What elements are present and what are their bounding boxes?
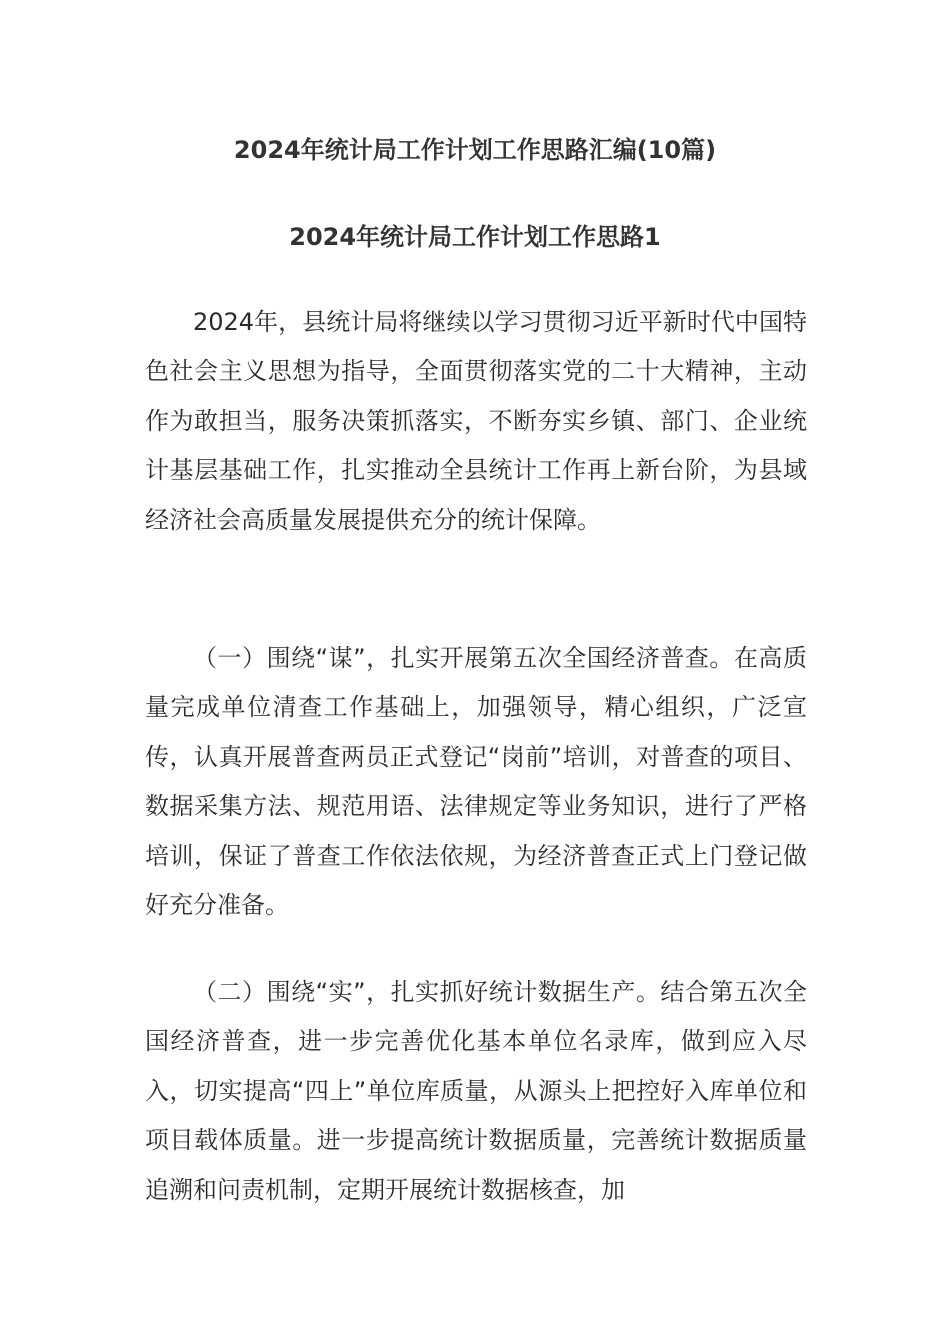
document-title: 2024年统计局工作计划工作思路汇编(10篇): [233, 136, 717, 164]
section-title: 2024年统计局工作计划工作思路1: [289, 223, 661, 251]
paragraph-intro: 2024年，县统计局将继续以学习贯彻习近平新时代中国特色社会主义思想为指导，全面贯彻落实党的二十大精神，主动作为敢担当，服务决策抓落实，不断夯实乡镇、部门、企业统计基层基础工作，扎实推动全县统计工作再上新台阶，为县域经济社会高质量发展提供充分的统计保障。: [145, 308, 807, 534]
paragraph-two: （二）围绕“实”，扎实抓好统计数据生产。结合第五次全国经济普查，进一步完善优化基本单位名录库，做到应入尽入，切实提高“四上”单位库质量，从源头上把控好入库单位和项目载体质量。进一步提高统计数据质量，完善统计数据质量追溯和问责机制，定期开展统计数据核查，加: [145, 978, 807, 1204]
paragraph-one: （一）围绕“谋”，扎实开展第五次全国经济普查。在高质量完成单位清查工作基础上，加强领导，精心组织，广泛宣传，认真开展普查两员正式登记“岗前”培训，对普查的项目、数据采集方法、规范用语、法律规定等业务知识，进行了严格培训，保证了普查工作依法依规，为经济普查正式上门登记做好充分准备。: [145, 644, 807, 920]
